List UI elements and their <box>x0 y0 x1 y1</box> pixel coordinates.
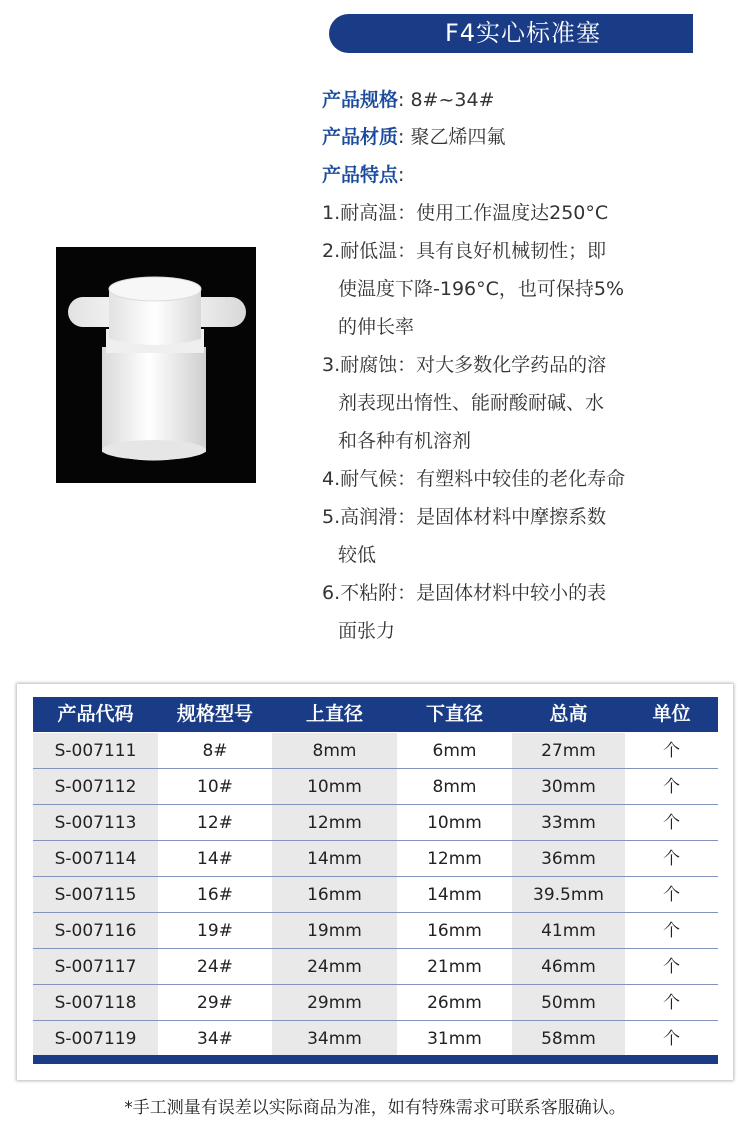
table-cell: 34mm <box>307 1029 362 1049</box>
spec-material: 产品材质: 聚乙烯四氟 <box>322 126 506 148</box>
table-cell: 21mm <box>427 957 482 977</box>
product-photo <box>56 247 256 483</box>
table-cell: 12mm <box>427 849 482 869</box>
feature-line: 5.高润滑：是固体材料中摩擦系数 <box>322 506 607 528</box>
table-cell: 50mm <box>541 993 596 1013</box>
table-cell: 33mm <box>541 813 596 833</box>
table-cell: 19mm <box>307 921 362 941</box>
table-cell: 10mm <box>427 813 482 833</box>
spec-size-value: 8#~34# <box>410 89 495 111</box>
spec-size: 产品规格: 8#~34# <box>322 89 495 111</box>
feature-line: 4.耐气候：有塑料中较佳的老化寿命 <box>322 468 626 490</box>
feature-line: 6.不粘附：是固体材料中较小的表 <box>322 582 607 604</box>
feature-line: 1.耐高温：使用工作温度达250°C <box>322 202 609 224</box>
table-cell: S-007112 <box>54 777 137 797</box>
table-cell: 39.5mm <box>533 885 604 905</box>
table-cell: 14mm <box>427 885 482 905</box>
table-cell: 个 <box>663 993 680 1013</box>
th-lower-diameter: 下直径 <box>425 703 483 725</box>
table-cell: 个 <box>663 741 680 761</box>
spec-features-key: 产品特点 <box>322 164 399 186</box>
table-cell: 16# <box>197 885 233 905</box>
spec-material-key: 产品材质 <box>322 126 399 148</box>
title-banner <box>329 14 693 53</box>
table-cell: S-007118 <box>54 993 137 1013</box>
table-cell: 个 <box>663 957 680 977</box>
feature-line: 使温度下降-196°C，也可保持5% <box>338 278 625 300</box>
table-cell: 26mm <box>427 993 482 1013</box>
table-cell: 46mm <box>541 957 596 977</box>
th-total-height: 总高 <box>549 703 588 725</box>
table-cell: S-007113 <box>54 813 137 833</box>
table-cell: 个 <box>663 849 680 869</box>
table-cell: 8mm <box>312 741 357 761</box>
table-cell: 58mm <box>541 1029 596 1049</box>
table-cell: S-007115 <box>54 885 137 905</box>
table-cell: 29# <box>197 993 233 1013</box>
th-product-code: 产品代码 <box>57 703 134 725</box>
table-cell: 10# <box>197 777 233 797</box>
table-cell: S-007114 <box>54 849 137 869</box>
table-footer-bar <box>33 1055 718 1064</box>
page-title: F4实心标准塞 <box>444 19 602 47</box>
table-cell: 8mm <box>432 777 477 797</box>
table-cell: 36mm <box>541 849 596 869</box>
table-cell: 12# <box>197 813 233 833</box>
table-cell: 29mm <box>307 993 362 1013</box>
table-cell: 6mm <box>432 741 477 761</box>
table-cell: 41mm <box>541 921 596 941</box>
spec-features: 产品特点: <box>322 164 405 186</box>
feature-line: 的伸长率 <box>338 316 415 338</box>
table-cell: 10mm <box>307 777 362 797</box>
table-cell: 31mm <box>427 1029 482 1049</box>
th-spec-model: 规格型号 <box>176 703 253 725</box>
table-cell: 16mm <box>427 921 482 941</box>
table-cell: S-007116 <box>54 921 137 941</box>
table-cell: 34# <box>197 1029 233 1049</box>
feature-line: 3.耐腐蚀：对大多数化学药品的溶 <box>322 354 607 376</box>
table-cell: 19# <box>197 921 233 941</box>
table-cell: 个 <box>663 1029 680 1049</box>
table-cell: 27mm <box>541 741 596 761</box>
table-cell: 24# <box>197 957 233 977</box>
table-cell: 8# <box>202 741 228 761</box>
table-cell: 个 <box>663 885 680 905</box>
disclaimer-note: *手工测量有误差以实际商品为准，如有特殊需求可联系客服确认。 <box>124 1098 626 1118</box>
th-unit: 单位 <box>652 703 691 725</box>
feature-line: 剂表现出惰性、能耐酸耐碱、水 <box>338 392 605 414</box>
spec-size-key: 产品规格 <box>322 89 399 111</box>
table-cell: 24mm <box>307 957 362 977</box>
table-cell: 14# <box>197 849 233 869</box>
table-cell: S-007117 <box>54 957 137 977</box>
table-cell: S-007111 <box>54 741 137 761</box>
table-cell: 14mm <box>307 849 362 869</box>
table-cell: S-007119 <box>54 1029 137 1049</box>
table-cell: 个 <box>663 813 680 833</box>
feature-line: 面张力 <box>338 620 396 642</box>
table-cell: 个 <box>663 777 680 797</box>
table-cell: 个 <box>663 921 680 941</box>
spec-material-value: 聚乙烯四氟 <box>410 126 506 148</box>
th-upper-diameter: 上直径 <box>305 703 363 725</box>
table-cell: 16mm <box>307 885 362 905</box>
feature-line: 2.耐低温：具有良好机械韧性；即 <box>322 240 607 262</box>
table-cell: 12mm <box>307 813 362 833</box>
table-cell: 30mm <box>541 777 596 797</box>
stopper-illustration <box>56 247 256 483</box>
feature-line: 和各种有机溶剂 <box>338 430 472 452</box>
feature-line: 较低 <box>338 544 377 566</box>
